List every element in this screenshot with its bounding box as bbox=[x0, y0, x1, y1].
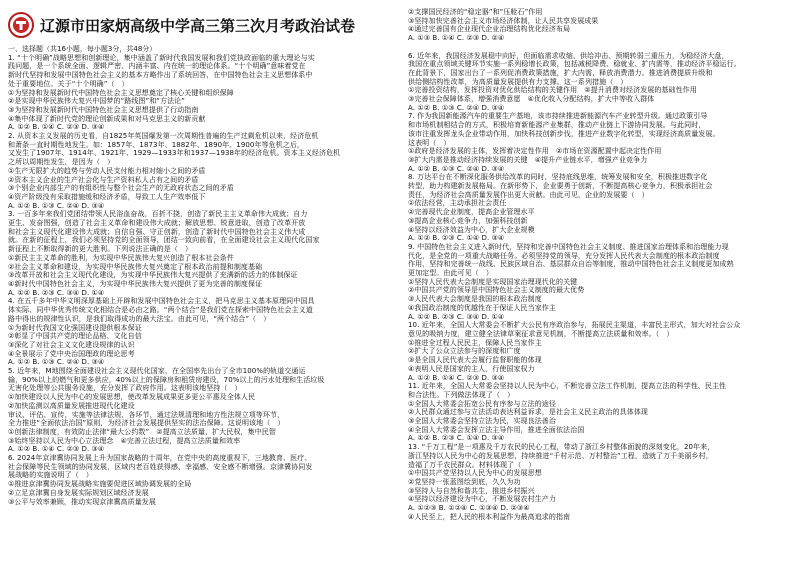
text-line: 在此背景下，国家出台了一系列促消费政策措施，扩大内需，释放消费潜力。推进消费提质升级和 bbox=[408, 68, 713, 77]
text-line: 之所以周期性发生，是因为（ ） bbox=[8, 158, 115, 167]
text-line: A. ①② B. ①③ C. ②④ D. ③④ bbox=[8, 358, 105, 367]
text-line: ④我国政治制度的优越性在于保证人民当家作主 bbox=[408, 303, 556, 312]
text-line: ①推进京津冀协同发展战略实施要促进区域协调发展的全局 bbox=[8, 480, 192, 489]
text-line: 4. 在五千多年中华文明深厚基础上开辟和发展中国特色社会主义，把马克思主义基本原理同中国具 bbox=[8, 297, 315, 306]
text-line: ③始终坚持以人民为中心立法理念 ④完善立法过程，提高立法质量和效率 bbox=[8, 436, 241, 445]
exam-title: 辽源市田家炳高级中学高三第三次月考政治试卷 bbox=[40, 17, 356, 35]
text-line: ④全景展示了党中央治国理政的理论思考 bbox=[8, 349, 135, 358]
text-line: 7. 作为我国新能源汽车的重要生产基地，该市持续推进新能源汽车产业转型升级。通过政策引导 bbox=[408, 112, 708, 121]
text-line: ③个别企业内部生产的有组织性与整个社会生产的无政府状态之间的矛盾 bbox=[8, 184, 234, 193]
text-line: A. ①② B. ①③ C. ②④ D. ③④ bbox=[8, 201, 105, 210]
text-line: 造福了万千农民群众。材料体现了（ ） bbox=[408, 460, 536, 469]
text-line: 作用，坚持和完善统一战线、民族区域自治、基层群众自治等制度，推动中国特色社会主义制度更加成熟 bbox=[408, 260, 734, 269]
text-line: 10. 近年来，全国人大常委会不断扩大公民有序政治参与，拓展民主渠道，丰富民主形式，加大对社会公众 bbox=[408, 321, 741, 330]
text-line: ①依法经营，主动承担社会责任 bbox=[408, 199, 507, 208]
text-line: ①新民主主义革命的胜利，为实现中华民族伟大复兴创造了根本社会条件 bbox=[8, 253, 234, 262]
text-line: 践问题，是一个系统全面、逻辑严密、内涵丰富、内在统一的理论体系。“十个明确”意味着党在 bbox=[8, 62, 306, 71]
text-line: ①加快建设以人民为中心的发展思想，使改革发展成果更多更公平惠及全体人民 bbox=[8, 393, 256, 402]
text-line: 3. 一百多年来我们党团结带领人民浴血奋战，百折不挠，创造了新民主主义革命伟大成就；自力 bbox=[8, 210, 308, 219]
text-line: ④全国人大常委会发挥立法主导作用，推进全面依法治国 bbox=[408, 425, 585, 434]
text-line: 浙江坚持以人民为中心的发展思想，持续推进“千村示范、万村整治”工程，造就了万千美丽乡村， bbox=[408, 451, 713, 460]
left-column bbox=[8, 45, 388, 555]
text-line: ③坚持人与自然和谐共生，推进乡村振兴 bbox=[408, 486, 535, 495]
text-line: 这表明（ ） bbox=[408, 138, 451, 147]
text-line: 代化，是全党的一项重大战略任务。必须坚持党的领导，充分发挥人民代表大会制度的根本政治制度 bbox=[408, 251, 720, 260]
text-line: 处于重要地位。关于“十个明确”（ ） bbox=[8, 79, 129, 88]
text-line: 路中得出的规律性认识，是我们取得成功的最大法宝。由此可见，“两个结合”（ ） bbox=[8, 314, 271, 323]
text-line: 展战略的实施说明了（ ） bbox=[8, 471, 93, 480]
text-line: A. ①② B. ②③ C. ③④ D. ①④ bbox=[8, 288, 105, 297]
text-line: ③是全国人民代表大会履行监督职能的体现 bbox=[408, 356, 542, 365]
text-line: A. ①② B. ②③ C. ③④ D. ①④ bbox=[408, 312, 505, 321]
text-line: ④人民至上，把人民的根本利益作为最高追求的指南 bbox=[408, 512, 571, 521]
text-line: 6. 近年来，我国经济发展稳中向好，但面临需求收缩、供给冲击、预期转弱三重压力，为稳经济大盘， bbox=[408, 51, 729, 60]
text-line: 审议、评估、宣传，实施等法律法规、各环节，通过法规清理和地方性法规立项等环节， bbox=[8, 410, 285, 419]
text-line: ②彰显了中国共产党的理论品格、文化自信 bbox=[8, 332, 142, 341]
text-line: ①生产无限扩大的趋势与劳动人民支付能力相对缩小之间的矛盾 bbox=[8, 166, 206, 175]
text-line: A. ①②③ B. ①②④ C. ①③④ D. ②③④ bbox=[408, 504, 530, 513]
text-line: ②支撑国民经济的“稳定器”和“压舱石”作用 bbox=[408, 8, 543, 16]
text-line: ①中国共产党坚持以人民为中心的发展思想 bbox=[408, 469, 542, 478]
text-line: 5. 近年来，M地围绕全面建设社会主义现代化国家，在全国率先出台了全市100%的轨道交通运 bbox=[8, 367, 306, 376]
text-line: ③人民代表大会制度是我国的根本政治制度 bbox=[408, 295, 542, 304]
text-line: A. ①② B. ①③ C. ②④ D. ③④ bbox=[408, 164, 505, 173]
header bbox=[8, 12, 388, 42]
text-line: ①推进全过程人民民主，保障人民当家作主 bbox=[408, 338, 542, 347]
text-line: A. ①② B. ①④ C. ②③ D. ③④ bbox=[408, 373, 505, 382]
text-line: ②中国共产党的领导是中国特色社会主义制度的最大优势 bbox=[408, 286, 585, 295]
text-line: ④表明人民是国家的主人，行使国家权力 bbox=[408, 364, 535, 373]
text-line: A. ①② B. ②③ C. ①④ D. ③④ bbox=[408, 434, 505, 443]
text-line: 意见的吸纳力度，建立健全法律草案征求意见机制，不断提高立法质量和效率。（ ） bbox=[408, 330, 674, 338]
section-heading: 一、选择题（共16小题，每小题3分，共48分） bbox=[8, 45, 157, 53]
text-line: ④资产阶级没有采取措施缓和经济矛盾，导致工人生产效率低下 bbox=[8, 192, 206, 201]
text-line: ④坚持以经济建设为中心，不断发展农村生产力 bbox=[408, 495, 556, 504]
text-line: ②人民群众通过参与立法活动表达利益诉求，是社会主义民主政治的具体体现 bbox=[408, 408, 648, 417]
text-line: 该市注重发挥龙头企业带动作用，加快科技创新步伐，推进产业数字化转型，实现经济高质量发展。 bbox=[408, 129, 720, 138]
text-line: ④通过完善国有企业现代企业治理结构优化经济布局 bbox=[408, 25, 571, 34]
school-logo-icon bbox=[8, 12, 34, 38]
text-line: 社会保障等民生领域的协同发展，区域内老百姓获得感、幸福感、安全感不断增强。京津冀协同发 bbox=[8, 462, 313, 471]
text-line: ③提高企业核心竞争力，加强科技创新 bbox=[408, 216, 528, 225]
text-line: ④坚持以经济效益为中心，扩大企业规模 bbox=[408, 225, 535, 234]
text-line: ③为坚持和发展新时代中国特色社会主义思想提供了行动指南 bbox=[8, 105, 199, 114]
text-line: 11. 近年来，全国人大常委会坚持以人民为中心，不断完善立法工作机制，提高立法的科学性、民主性 bbox=[408, 382, 727, 391]
text-line: A. ①② B. ①④ C. ②③ D. ③④ bbox=[8, 445, 105, 454]
text-line: ①政府是经济发展的主体，发挥着决定性作用 ②市场在资源配置中起决定性作用 bbox=[408, 147, 662, 156]
text-line: ④集中体现了新时代党的理论创新成果和对马克思主义的新贡献 bbox=[8, 114, 206, 123]
text-line: 体实际、同中华优秀传统文化相结合是必由之路。“两个结合”是我们党在探索中国特色社会主义道 bbox=[8, 306, 313, 315]
text-line: 9. 中国特色社会主义进入新时代，坚持和完善中国特色社会主义制度、推进国家治理体系和治理能力现 bbox=[408, 242, 729, 251]
text-line: 更加定型。由此可见（ ） bbox=[408, 269, 493, 278]
text-line: ③公平与效率兼顾，推动实现京津冀高质量发展 bbox=[8, 497, 156, 506]
text-line: ③扩大内需是推动经济持续发展的关键 ④提升产业链水平，增强产业竞争力 bbox=[408, 155, 648, 164]
text-line: ①坚持人民代表大会制度是实现国家治理现代化的关键 bbox=[408, 277, 578, 286]
text-line: 和合法性。下列做法体现了（ ） bbox=[408, 390, 515, 399]
text-line: ②社会主义革命和建设，为实现中华民族伟大复兴奠定了根本政治前提和制度基础 bbox=[8, 262, 263, 271]
text-line: ②党坚持一张蓝图绘到底，久久为功 bbox=[408, 477, 521, 486]
text-line: 和萧条一直时期性地发生。如：1857年、1873年、1882年、1890年、1900年等危机之后， bbox=[8, 140, 304, 149]
text-line: 转型，助力构建新发展格局。在新形势下，企业要勇于创新，不断提高核心竞争力，积极承担社会 bbox=[408, 182, 713, 191]
text-line: 供给侧结构性改革，为高质量发展提供有力支撑。这一系列措施（ ） bbox=[408, 77, 628, 86]
text-line: ①为坚持和发展新时代中国特色社会主义思想奠定了核心关键和组织保障 bbox=[8, 88, 234, 97]
text-line: 新时代坚持和发展中国特色社会主义的基本方略作出了系统回答，在中国特色社会主义思想体系中 bbox=[8, 71, 313, 80]
text-line: A. ①② B. ①③ C. ②④ D. ③④ bbox=[408, 103, 505, 112]
text-line: ①为新时代我国文化强国建设提供根本保证 bbox=[8, 323, 142, 332]
left-question-text bbox=[8, 54, 388, 507]
text-line bbox=[408, 43, 788, 52]
text-line: ③坚持加快完善社会主义市场经济体制，让人民共享发展成果 bbox=[408, 16, 599, 25]
text-line: ④新时代中国特色社会主义，为实现中华民族伟大复兴提供了更为完善的制度保证 bbox=[8, 279, 263, 288]
right-column bbox=[408, 8, 788, 556]
text-line: 和社会主义现代化建设伟大成就；自信自强、守正创新，创造了新时代中国特色社会主义伟大成 bbox=[8, 227, 306, 236]
right-question-text bbox=[408, 8, 788, 521]
text-line: ③改革开放和社会主义现代化建设，为实现中华民族伟大复兴提供了充满新的活力的体制保证 bbox=[8, 271, 298, 280]
text-line: 和市场机制相结合的方式，积极培育新能源产业集群，推动产业链上下游协同发展。与此同时， bbox=[408, 121, 706, 130]
text-line: 8. 万达平台在不断深化服务供给改革的同时，坚持底线思维，统筹发展和安全，积极推进数字化 bbox=[408, 173, 708, 182]
text-line: ③完善社会保障体系，增强消费意愿 ④优化收入分配结构，扩大中等收入群体 bbox=[408, 95, 655, 104]
text-line: A. ①③ B. ①④ C. ②③ D. ②④ bbox=[408, 34, 505, 43]
text-line: ③深化了对社会主义文化建设规律的认识 bbox=[8, 340, 135, 349]
text-line: 2. 从资本主义发展的历史看，自1825年英国爆发第一次周期性普遍的生产过剩危机以来，经济危机 bbox=[8, 132, 319, 141]
text-line: 又发生了1907年、1914年、1921年、1929—1933年和1937—1938年的经济危机。资本主义经济危机 bbox=[8, 149, 341, 158]
text-line: 我国在重点领域关键环节实施一系列稳增长政策，包括减税降费、稳就业、扩内需等，推动经济平稳运行。 bbox=[408, 60, 741, 69]
text-line: ③全国人大常委会坚持立法为民，实现良法善治 bbox=[408, 417, 556, 426]
text-line: ②完善现代企业制度，提高企业管理水平 bbox=[408, 208, 535, 217]
text-line: 全力推进“全面依法治国”原则，为经济社会发展提供坚实的法治保障。这说明该地（ ） bbox=[8, 419, 285, 428]
text-line: ②是实现中华民族伟大复兴中国梦的“路线图”和“方法论” bbox=[8, 97, 185, 106]
text-line: ②扩大了公众立法参与的深度和广度 bbox=[408, 347, 521, 356]
text-line: 6. 2024年京津冀协同发展上升为国家战略的十周年，在党中央的高度重视下，三地教育、医疗、 bbox=[8, 454, 312, 463]
text-line: ②加快监测以高质量发展推进现代化建设 bbox=[8, 401, 135, 410]
text-line: A. ①② B. ②③ C. ①④ D. ③④ bbox=[408, 234, 505, 243]
text-line: ①完善投资结构，发挥投资对优化供给结构的关键作用 ②提升消费对经济发展的基础性作用 bbox=[408, 86, 697, 95]
text-line: ①全国人大常委会拓宽公民有序参与立法的途径 bbox=[408, 399, 556, 408]
text-line: ②资本主义企业的生产社会化与生产资料私人占有之间的矛盾 bbox=[8, 175, 199, 184]
text-line: 无害化处理等公共服务设施，充分发挥了政府作用。这表明该地坚持（ ） bbox=[8, 384, 242, 393]
text-line: 更生、发奋图强，创造了社会主义革命和建设伟大成就；解放思想、锐意进取，创造了改革开放 bbox=[8, 219, 306, 228]
text-line: 输，90%以上的燃气和更多供应，40%以上的保障房和租赁房建设，70%以上的污水处理和生活垃圾 bbox=[8, 375, 325, 384]
text-line: 新征程上不断取得新的更大胜利。下列说法正确的是（ ） bbox=[8, 245, 193, 254]
text-line: A. ①② B. ①④ C. ②③ D. ③④ bbox=[8, 123, 105, 132]
text-line: ②立足京津冀自身发展实际规划区域经济发展 bbox=[8, 488, 149, 497]
text-line: 责任，为经济社会高质量发展作出更大贡献。由此可见，企业的发展要（ ） bbox=[408, 190, 649, 199]
text-line: ①创新法律制度，有效防止法律“最大公约数” ②提高立法质量，扩大民权，集中民智 bbox=[8, 427, 276, 436]
text-line: 13. “千万工程”是一项惠及千万农民的民心工程，带动了浙江乡村整体面貌的深刻变化，20年来， bbox=[408, 443, 715, 452]
text-line: 1. “十个明确”战略思想和创新理论，集中涵盖了新时代我国发展和我们党执政面临的重大理论与实 bbox=[8, 53, 315, 62]
text-line: 就。在新的征程上，我们必须坚持党的全面领导，团结一致向前看，在全面建设社会主义现代化国家 bbox=[8, 236, 320, 245]
